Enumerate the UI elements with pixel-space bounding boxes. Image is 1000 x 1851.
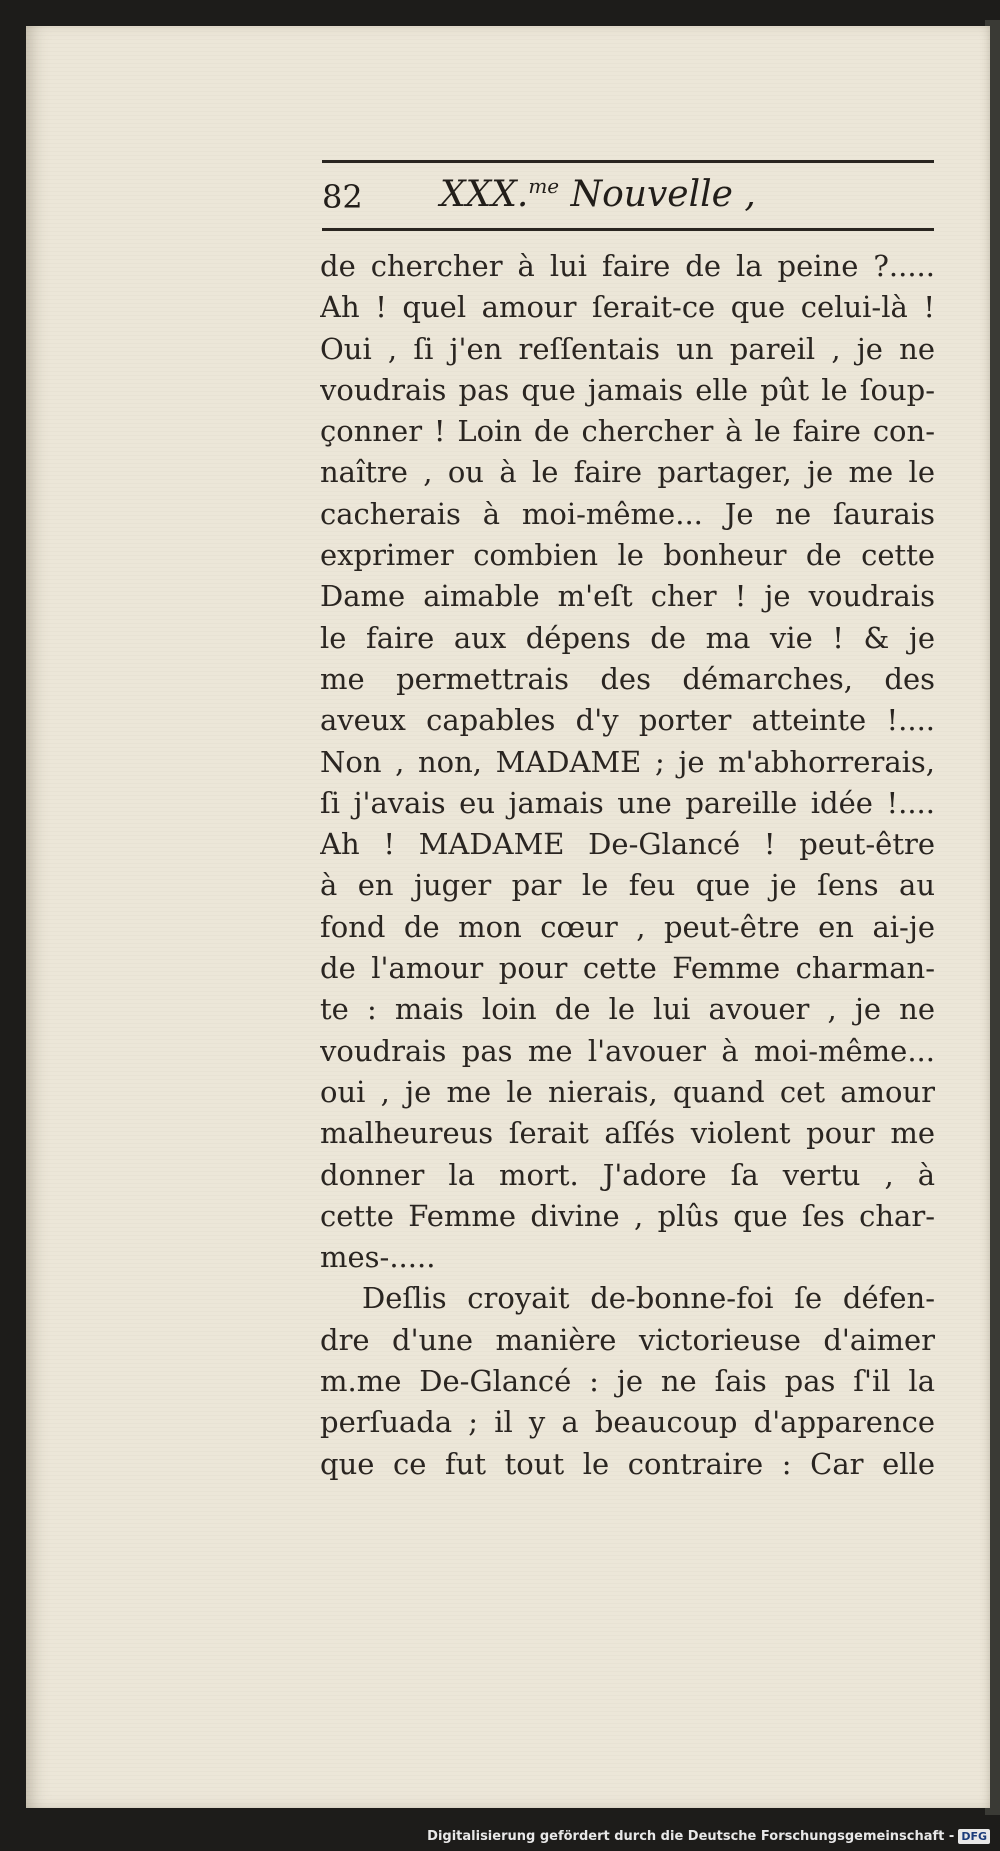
text-line: exprimer combien le bonheur de cette <box>320 538 935 573</box>
text-line: ſi j'avais eu jamais une pareille idée !.... <box>320 785 935 820</box>
title-rest: Nouvelle , <box>559 174 756 215</box>
credit-text: Digitalisierung gefördert durch die Deutsche Forschungsgemeinschaft - <box>427 1829 955 1844</box>
header-rule-top <box>322 160 934 163</box>
running-header <box>322 172 934 228</box>
text-line: voudrais pas me l'avouer à moi-même... <box>320 1033 935 1068</box>
text-line: perſuada ; il y a beaucoup d'apparence <box>320 1405 935 1440</box>
text-line: çonner ! Loin de chercher à le faire con- <box>320 414 935 449</box>
text-line: dre d'une manière victorieuse d'aimer <box>320 1322 935 1357</box>
paragraph-first-line: Deſlis croyait de-bonne-foi ſe défen- <box>362 1281 935 1316</box>
title-main: XXX. <box>440 174 529 215</box>
text-line: Ah ! quel amour ſerait-ce que celui-là ! <box>320 290 935 325</box>
text-line: malheureus ſerait aſſés violent pour me <box>320 1116 935 1151</box>
text-line: de l'amour pour cette Femme charman- <box>320 951 935 986</box>
text-line: Non , non, MADAME ; je m'abhorrerais, <box>320 744 935 779</box>
text-line: cacherais à moi-même... Je ne ſaurais <box>320 496 935 531</box>
text-line: voudrais pas que jamais elle pût le ſoup- <box>320 372 935 407</box>
text-line: mes-..... <box>320 1240 436 1275</box>
text-line: donner la mort. J'adore ſa vertu , à <box>320 1157 935 1192</box>
text-line: naître , ou à le faire partager, je me le <box>320 455 935 490</box>
text-line: me permettrais des démarches, des <box>320 661 935 696</box>
text-line: oui , je me le nierais, quand cet amour <box>320 1074 935 1109</box>
text-line: de chercher à lui faire de la peine ?..... <box>320 249 935 283</box>
header-rule-bottom <box>322 228 934 231</box>
title-superscript: me <box>528 174 560 198</box>
text-line: aveux capables d'y porter atteinte !.... <box>320 703 935 738</box>
page-number: 82 <box>322 178 363 216</box>
text-line: te : mais loin de le lui avouer , je ne <box>320 992 935 1027</box>
text-line: fond de mon cœur , peut-être en ai-je <box>320 909 935 944</box>
text-line: Oui , ſi j'en reſſentais un pareil , je ne <box>320 331 935 366</box>
text-line: m.me De-Glancé : je ne ſais pas ſ'il la <box>320 1364 935 1399</box>
text-line: que ce fut tout le contraire : Car elle <box>320 1446 935 1481</box>
body-text <box>320 246 935 1485</box>
text-line: Ah ! MADAME De-Glancé ! peut-être <box>320 827 935 862</box>
text-line: à en juger par le feu que je ſens au <box>320 868 935 903</box>
digitization-credit <box>427 1829 990 1844</box>
text-line: cette Femme divine , plûs que ſes char- <box>320 1198 935 1233</box>
dfg-logo-icon: DFG <box>958 1829 990 1844</box>
running-title <box>440 174 756 215</box>
text-line: Dame aimable m'eſt cher ! je voudrais <box>320 579 935 614</box>
text-line: le faire aux dépens de ma vie ! & je <box>320 620 935 655</box>
